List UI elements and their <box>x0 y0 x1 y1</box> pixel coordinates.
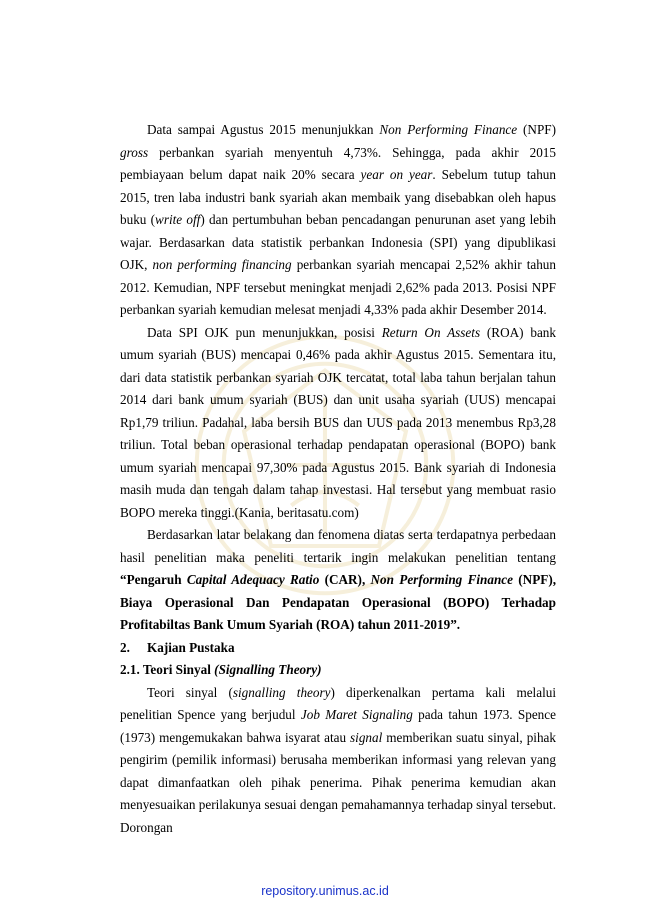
italic-term: Job Maret Signaling <box>300 707 413 722</box>
text-run: Data sampai Agustus 2015 menunjukkan <box>147 122 380 137</box>
paragraph <box>120 524 556 637</box>
text-run: (ROA) bank umum syariah (BUS) mencapai 0,46% pada akhir Agustus 2015. Sementara itu, dari data statistik perbankan syariah OJK tercatat, total laba tahun berjalan tahun 2014 dari bank umum syariah (BUS) dan unit usaha syariah (UUS) mencapai Rp1,79 triliun. Padahal, laba bersih BUS dan UUS pada 2013 menembus Rp3,28 triliun. Total beban operasional terhadap pendapatan operasional (BOPO) bank umum syariah mencapai 97,30% pada Agustus 2015. Bank syariah di Indonesia masih muda dan tengah dalam tahap investasi. Hal tersebut yang membuat rasio BOPO mereka tinggi.(Kania, beritasatu.com) <box>120 324 556 520</box>
bold-run: (NPF), Biaya Operasional Dan Pendapatan Operasional (BOPO) Terhadap Profitabiltas Bank Umum Syariah (ROA) tahun 2011-2019”. <box>120 572 557 632</box>
italic-term: non performing financing <box>152 257 292 272</box>
text-run: memberikan suatu sinyal, pihak pengirim (pemilik informasi) berusaha memberikan informasi yang relevan yang dapat dimanfaatkan oleh pihak penerima. Pihak penerima kemudian akan menyesuaikan perilakunya sesuai dengan pemahamannya terhadap sinyal tersebut. Dorongan <box>120 729 556 835</box>
paragraph <box>120 119 556 322</box>
section-heading <box>120 637 556 660</box>
bold-run: “Pengaruh <box>120 572 187 587</box>
italic-term: Return On Assets <box>381 324 481 340</box>
italic-term: year on year <box>360 167 433 182</box>
text-run: pada tahun 1973. Spence (1973) mengemukakan bahwa isyarat atau <box>120 707 556 745</box>
bold-run: (CAR), <box>319 572 371 587</box>
italic-term: signal <box>350 729 383 745</box>
body-text <box>120 119 556 839</box>
paragraph <box>120 322 556 525</box>
section-number: 2. <box>120 639 130 655</box>
bold-italic-term: Capital Adequacy Ratio <box>186 572 320 587</box>
text-run: (NPF) <box>517 122 557 137</box>
subsection-heading <box>120 659 556 682</box>
italic-term: gross <box>120 144 149 160</box>
repository-footer-link[interactable]: repository.unimus.ac.id <box>261 884 389 898</box>
text-run: perbankan syariah mencapai 2,52% akhir tahun 2012. Kemudian, NPF tersebut meningkat menjadi 2,62% pada 2013. Posisi NPF perbankan syariah kemudian melesat menjadi 4,33% pada akhir Desember 2014. <box>120 257 556 317</box>
italic-term: Non Performing Finance <box>379 122 518 137</box>
text-run: ) diperkenalkan pertama kali melalui penelitian Spence yang berjudul <box>120 684 556 722</box>
paragraph <box>120 682 556 840</box>
subsection-title: 2.1. Teori Sinyal <box>120 662 215 677</box>
text-run: ) dan pertumbuhan beban pencadangan penurunan aset yang lebih wajar. Berdasarkan data statistik perbankan Indonesia (SPI) yang dipublikasi OJK, <box>120 212 557 272</box>
text-run: perbankan syariah menyentuh 4,73%. Sehingga, pada akhir 2015 pembiayaan belum dapat naik 20% secara <box>120 144 556 182</box>
text-run: Data SPI OJK pun menunjukkan, posisi <box>147 324 382 340</box>
section-title: Kajian Pustaka <box>147 639 235 655</box>
text-run: . Sebelum tutup tahun 2015, tren laba industri bank syariah akan membaik yang disebabkan oleh hapus buku ( <box>120 167 556 227</box>
italic-term: write off <box>155 212 201 227</box>
bold-italic-term: Non Performing Finance <box>370 572 513 587</box>
subsection-title-italic: (Signalling Theory) <box>214 662 322 677</box>
text-run: Teori sinyal ( <box>147 684 233 700</box>
italic-term: signalling theory <box>232 684 331 700</box>
text-run: Berdasarkan latar belakang dan fenomena diatas serta terdapatnya perbedaan hasil penelitian maka peneliti tertarik ingin melakukan penelitian tentang <box>120 527 556 565</box>
